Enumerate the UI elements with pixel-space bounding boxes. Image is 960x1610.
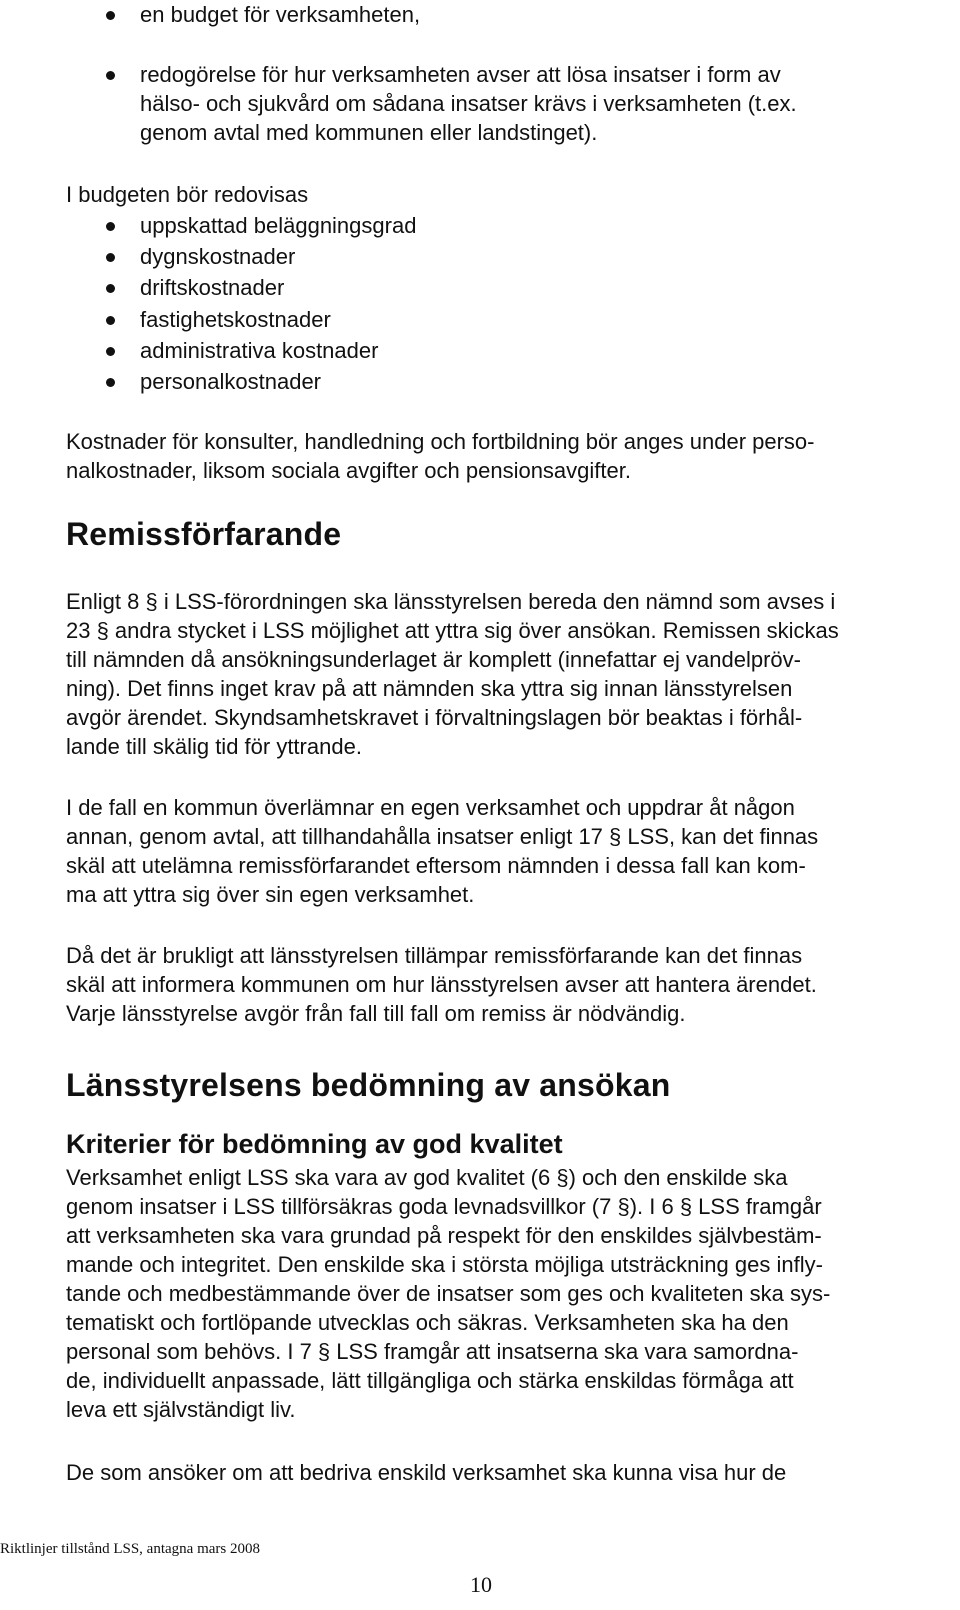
remiss-para1-line: lande till skälig tid för yttrande.: [66, 734, 362, 759]
remiss-para1-line: Enligt 8 § i LSS-förordningen ska länsstyrelsen bereda den nämnd som avses i: [66, 589, 836, 614]
budget-item: driftskostnader: [140, 275, 285, 300]
heading-remissforfarande: Remissförfarande: [66, 516, 342, 552]
bullet-icon: [106, 253, 115, 262]
bullet-icon: [106, 378, 115, 387]
bullet-icon: [106, 316, 115, 325]
kriterier-line: tande och medbestämmande över de insatser som ges och kvaliteten ska sys-: [66, 1281, 831, 1306]
kostnader-line: Kostnader för konsulter, handledning och fortbildning bör anges under perso-: [66, 429, 815, 454]
remiss-para1-line: 23 § andra stycket i LSS möjlighet att yttra sig över ansökan. Remissen skickas: [66, 618, 839, 643]
budget-intro: I budgeten bör redovisas: [66, 182, 309, 207]
page-number: 10: [470, 1572, 492, 1597]
remiss-para1-line: till nämnden då ansökningsunderlaget är komplett (innefattar ej vandelpröv-: [66, 647, 801, 672]
budget-item: uppskattad beläggningsgrad: [140, 213, 417, 238]
budget-item: personalkostnader: [140, 369, 322, 394]
kriterier-line: personal som behövs. I 7 § LSS framgår att insatserna ska vara samordna-: [66, 1339, 799, 1364]
remiss-para2-line: annan, genom avtal, att tillhandahålla insatser enligt 17 § LSS, kan det finnas: [66, 824, 819, 849]
kriterier-line: Verksamhet enligt LSS ska vara av god kvalitet (6 §) och den enskilde ska: [66, 1165, 788, 1190]
bullet-icon: [106, 347, 115, 356]
footer-text: Riktlinjer tillstånd LSS, antagna mars 2008: [0, 1541, 260, 1557]
top-bullet-2-line-2: hälso- och sjukvård om sådana insatser krävs i verksamheten (t.ex.: [140, 91, 797, 116]
budget-item: administrativa kostnader: [140, 338, 379, 363]
kriterier-line: leva ett självständigt liv.: [66, 1397, 296, 1422]
last-para-line: De som ansöker om att bedriva enskild verksamhet ska kunna visa hur de: [66, 1460, 787, 1485]
kostnader-line: nalkostnader, liksom sociala avgifter och pensionsavgifter.: [66, 458, 631, 483]
remiss-para1-line: ning). Det finns inget krav på att nämnden ska yttra sig innan länsstyrelsen: [66, 676, 793, 701]
bullet-icon: [106, 222, 115, 231]
top-bullet-2-line-1: redogörelse för hur verksamheten avser att lösa insatser i form av: [140, 62, 781, 87]
bullet-icon: [106, 71, 115, 80]
kriterier-line: de, individuellt anpassade, lätt tillgängliga och stärka enskildas förmåga att: [66, 1368, 794, 1393]
budget-item: dygnskostnader: [140, 244, 296, 269]
heading-kriterier: Kriterier för bedömning av god kvalitet: [66, 1129, 563, 1159]
remiss-para3-line: Varje länsstyrelse avgör från fall till fall om remiss är nödvändig.: [66, 1001, 686, 1026]
kriterier-line: mande och integritet. Den enskilde ska i största möjliga utsträckning ges infly-: [66, 1252, 823, 1277]
remiss-para2-line: I de fall en kommun överlämnar en egen verksamhet och uppdrar åt någon: [66, 795, 795, 820]
top-bullet-1-line-1: en budget för verksamheten,: [140, 2, 421, 27]
remiss-para2-line: ma att yttra sig över sin egen verksamhet.: [66, 882, 475, 907]
budget-item: fastighetskostnader: [140, 307, 331, 332]
remiss-para3-line: Då det är brukligt att länsstyrelsen tillämpar remissförfarande kan det finnas: [66, 943, 803, 968]
remiss-para1-line: avgör ärendet. Skyndsamhetskravet i förvaltningslagen bör beaktas i förhål-: [66, 705, 803, 730]
kriterier-line: genom insatser i LSS tillförsäkras goda levnadsvillkor (7 §). I 6 § LSS framgår: [66, 1194, 822, 1219]
kriterier-line: att verksamheten ska vara grundad på respekt för den enskildes självbestäm-: [66, 1223, 822, 1248]
bullet-icon: [106, 11, 115, 20]
top-bullet-2-line-3: genom avtal med kommunen eller landstinget).: [140, 120, 598, 145]
remiss-para2-line: skäl att utelämna remissförfarandet eftersom nämnden i dessa fall kan kom-: [66, 853, 806, 878]
heading-lansstyrelsens-bedomning: Länsstyrelsens bedömning av ansökan: [66, 1067, 671, 1103]
bullet-icon: [106, 284, 115, 293]
kriterier-line: tematiskt och fortlöpande utvecklas och säkras. Verksamheten ska ha den: [66, 1310, 789, 1335]
remiss-para3-line: skäl att informera kommunen om hur länsstyrelsen avser att hantera ärendet.: [66, 972, 817, 997]
